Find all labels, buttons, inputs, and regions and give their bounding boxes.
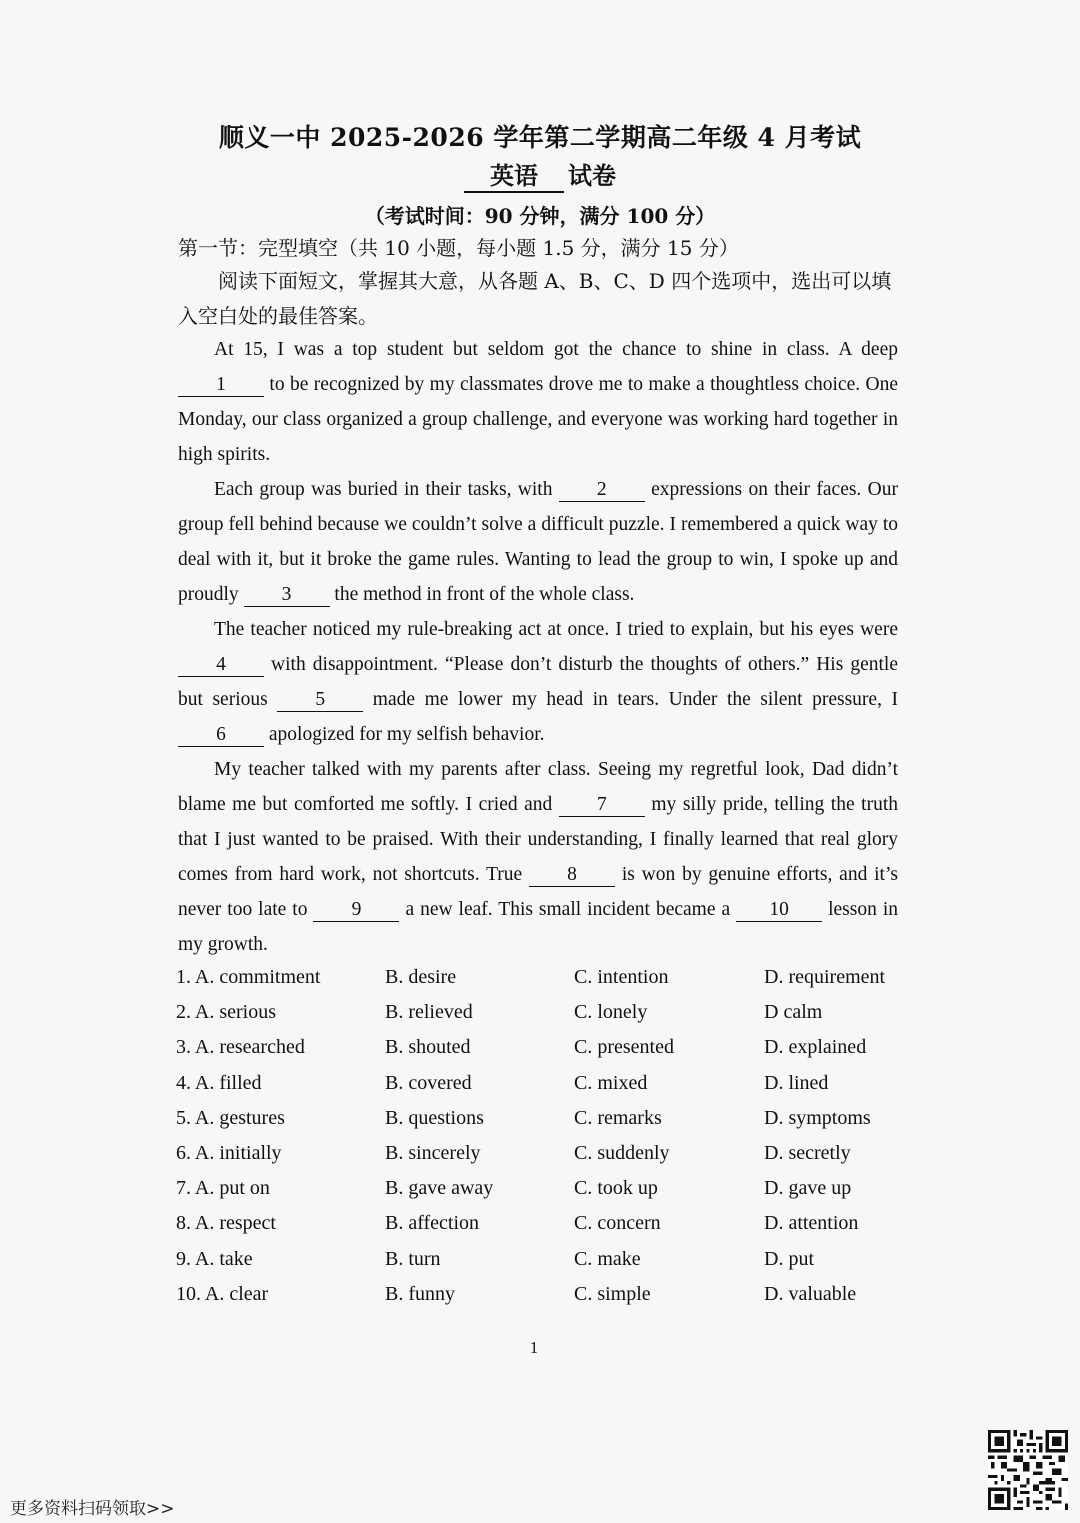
option-d: D. symptoms [764, 1106, 871, 1129]
option-c: C. concern [574, 1212, 661, 1235]
blank-10: 10 [736, 899, 822, 922]
option-d: D. secretly [764, 1141, 851, 1164]
blank-9: 9 [313, 899, 399, 922]
blank-3: 3 [244, 584, 330, 607]
option-b: B. covered [385, 1071, 472, 1094]
option-a: 7. A. put on [176, 1177, 270, 1200]
option-row-5 [176, 1099, 916, 1134]
option-a: 6. A. initially [176, 1141, 282, 1164]
blank-4: 4 [178, 654, 264, 677]
option-a: 4. A. filled [176, 1071, 262, 1094]
option-d: D. gave up [764, 1177, 852, 1200]
option-a: 10. A. clear [176, 1282, 269, 1305]
option-c: C. intention [574, 966, 669, 988]
blank-1: 1 [178, 374, 264, 397]
option-a: 1. A. commitment [176, 966, 321, 988]
option-b: B. questions [385, 1106, 484, 1129]
option-a: 3. A. researched [176, 1036, 305, 1059]
exam-subtitle [0, 156, 1080, 193]
option-row-8 [176, 1204, 916, 1239]
section-heading: 第一节：完型填空（共 10 小题，每小题 1.5 分，满分 15 分） [178, 236, 739, 260]
option-b: B. affection [385, 1212, 480, 1235]
option-d: D. requirement [764, 966, 886, 988]
passage-paragraph: My teacher talked with my parents after class. Seeing my regretful look, Dad didn’t blame me but comforted me softly. I cried and 7 my silly pride, telling the truth that I just wanted to be praised. With their understanding, I finally learned that real glory comes from hard work, not shortcuts. True 8 is won by genuine efforts, and it’s never too late to 9 a new leaf. This small incident became a 10 lesson in my growth. [178, 759, 898, 955]
option-d: D. attention [764, 1212, 859, 1235]
cloze-passage [178, 332, 898, 962]
option-c: C. make [574, 1247, 641, 1270]
option-a: 8. A. respect [176, 1212, 276, 1235]
blank-7: 7 [559, 794, 645, 817]
option-b: B. gave away [385, 1177, 494, 1200]
option-c: C. suddenly [574, 1141, 670, 1164]
option-row-6 [176, 1134, 916, 1169]
option-d: D. explained [764, 1036, 867, 1059]
option-c: C. took up [574, 1177, 658, 1200]
footer-link-text[interactable]: 更多资料扫码领取>> [10, 1499, 175, 1519]
option-b: B. shouted [385, 1036, 471, 1059]
qr-code-icon[interactable] [988, 1430, 1068, 1510]
paper-label: 试卷 [568, 161, 616, 190]
blank-6: 6 [178, 724, 264, 747]
option-row-2 [176, 993, 916, 1028]
option-c: C. simple [574, 1282, 651, 1305]
page-number: 1 [529, 1338, 539, 1357]
option-row-1 [176, 958, 916, 993]
option-row-3 [176, 1028, 916, 1063]
option-b: B. desire [385, 966, 457, 988]
passage-paragraph: The teacher noticed my rule-breaking act at once. I tried to explain, but his eyes were 4 with disappointment. “Please don’t disturb the thoughts of others.” His gentle but serious 5 made me lower my head in tears. Under the silent pressure, I 6 apologized for my selfish behavior. [178, 619, 898, 745]
option-b: B. relieved [385, 1001, 473, 1024]
option-c: C. remarks [574, 1106, 662, 1129]
option-d: D. lined [764, 1071, 829, 1094]
option-b: B. turn [385, 1247, 441, 1270]
option-d: D. put [764, 1247, 814, 1270]
option-c: C. mixed [574, 1071, 648, 1094]
option-a: 2. A. serious [176, 1001, 276, 1024]
option-d: D calm [764, 1001, 823, 1024]
exam-title: 顺义一中 2025-2026 学年第二学期高二年级 4 月考试 [218, 123, 862, 152]
option-d: D. valuable [764, 1282, 857, 1305]
exam-time-info: （考试时间：90 分钟，满分 100 分） [364, 204, 716, 228]
passage-paragraph: Each group was buried in their tasks, with 2 expressions on their faces. Our group fell behind because we couldn’t solve a difficult puzzle. I remembered a quick way to deal with it, but it broke the game rules. Wanting to lead the group to win, I spoke up and proudly 3 the method in front of the whole class. [178, 479, 898, 605]
option-a: 5. A. gestures [176, 1106, 285, 1129]
section-instructions: 阅读下面短文，掌握其大意，从各题 A、B、C、D 四个选项中，选出可以填入空白处的最佳答案。 [178, 269, 892, 328]
option-row-9 [176, 1240, 916, 1275]
option-b: B. sincerely [385, 1141, 481, 1164]
blank-5: 5 [277, 689, 363, 712]
answer-options [176, 958, 916, 1310]
option-row-7 [176, 1169, 916, 1204]
blank-2: 2 [559, 479, 645, 502]
option-row-4 [176, 1064, 916, 1099]
option-c: C. presented [574, 1036, 674, 1059]
option-b: B. funny [385, 1282, 455, 1305]
option-c: C. lonely [574, 1001, 648, 1024]
option-row-10 [176, 1275, 916, 1310]
blank-8: 8 [529, 864, 615, 887]
option-a: 9. A. take [176, 1247, 253, 1270]
subject-name: 英语 [464, 161, 564, 193]
passage-paragraph: At 15, I was a top student but seldom got the chance to shine in class. A deep 1 to be recognized by my classmates drove me to make a thoughtless choice. One Monday, our class organized a group challenge, and everyone was working hard together in high spirits. [178, 339, 898, 465]
